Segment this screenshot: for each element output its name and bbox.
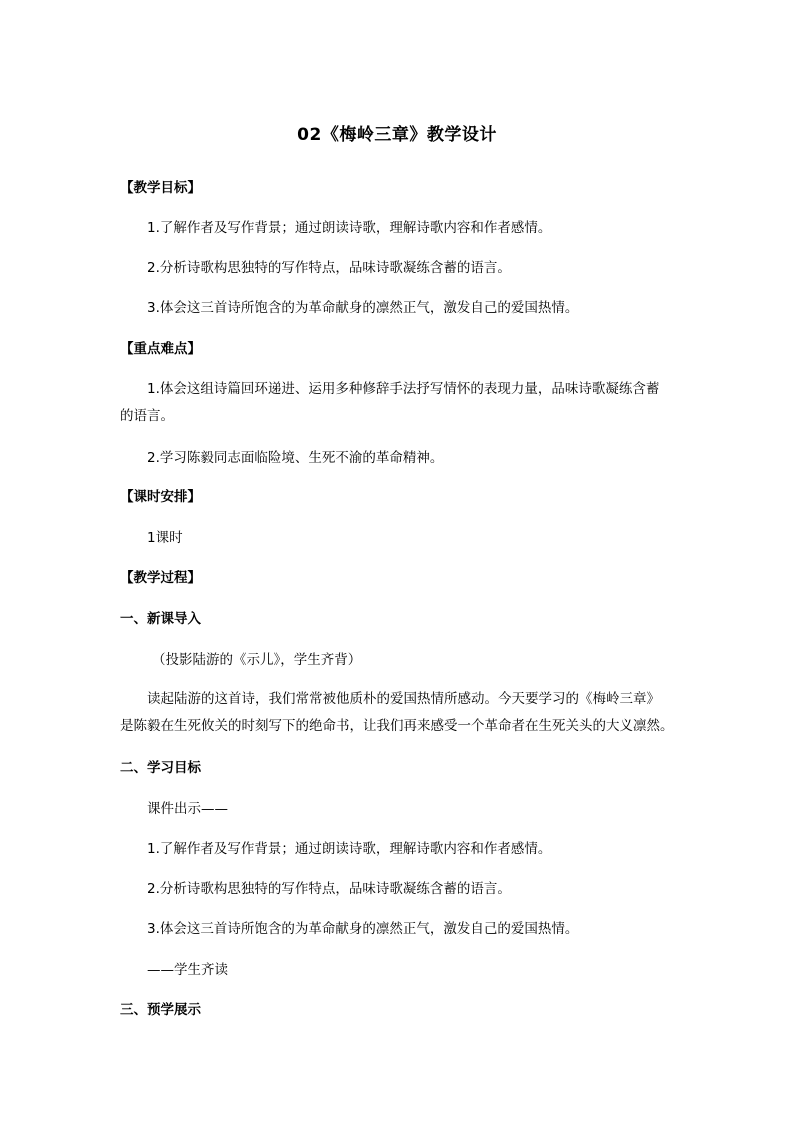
section-heading-key-points: 【重点难点】 — [120, 341, 201, 357]
objective-item-2: 2.分析诗歌构思独特的写作特点，品味诗歌凝练含蓄的语言。 — [147, 260, 511, 276]
section-heading-objectives: 【教学目标】 — [120, 180, 201, 196]
section-heading-schedule: 【课时安排】 — [120, 489, 201, 505]
key-point-item-1-line-1: 1.体会这组诗篇回环递进、运用多种修辞手法抒写情怀的表现力量，品味诗歌凝练含蓄 — [147, 381, 660, 397]
schedule-value: 1课时 — [147, 530, 183, 546]
objective-item-3: 3.体会这三首诗所饱含的为革命献身的凛然正气，激发自己的爱国热情。 — [147, 300, 579, 316]
part-heading-preview: 三、预学展示 — [120, 1002, 201, 1018]
courseware-outro: ——学生齐读 — [147, 962, 228, 978]
objective-item-1: 1.了解作者及写作背景；通过朗读诗歌，理解诗歌内容和作者感情。 — [147, 220, 552, 236]
document-title: 02《梅岭三章》教学设计 — [297, 125, 497, 145]
part-heading-intro: 一、新课导入 — [120, 611, 201, 627]
goal-item-3: 3.体会这三首诗所饱含的为革命献身的凛然正气，激发自己的爱国热情。 — [147, 921, 579, 937]
intro-paragraph-line-2: 是陈毅在生死攸关的时刻写下的绝命书，让我们再来感受一个革命者在生死关头的大义凛然。 — [120, 718, 674, 734]
section-heading-process: 【教学过程】 — [120, 570, 201, 586]
key-point-item-1-line-2: 的语言。 — [120, 408, 174, 424]
key-point-item-2: 2.学习陈毅同志面临险境、生死不渝的革命精神。 — [147, 450, 444, 466]
part-heading-objectives: 二、学习目标 — [120, 760, 201, 776]
goal-item-1: 1.了解作者及写作背景；通过朗读诗歌，理解诗歌内容和作者感情。 — [147, 841, 552, 857]
courseware-intro: 课件出示—— — [147, 801, 228, 817]
goal-item-2: 2.分析诗歌构思独特的写作特点，品味诗歌凝练含蓄的语言。 — [147, 881, 511, 897]
intro-paragraph-line-1: 读起陆游的这首诗，我们常常被他质朴的爱国热情所感动。今天要学习的《梅岭三章》 — [147, 691, 660, 707]
intro-note: （投影陆游的《示儿》，学生齐背） — [152, 652, 362, 668]
